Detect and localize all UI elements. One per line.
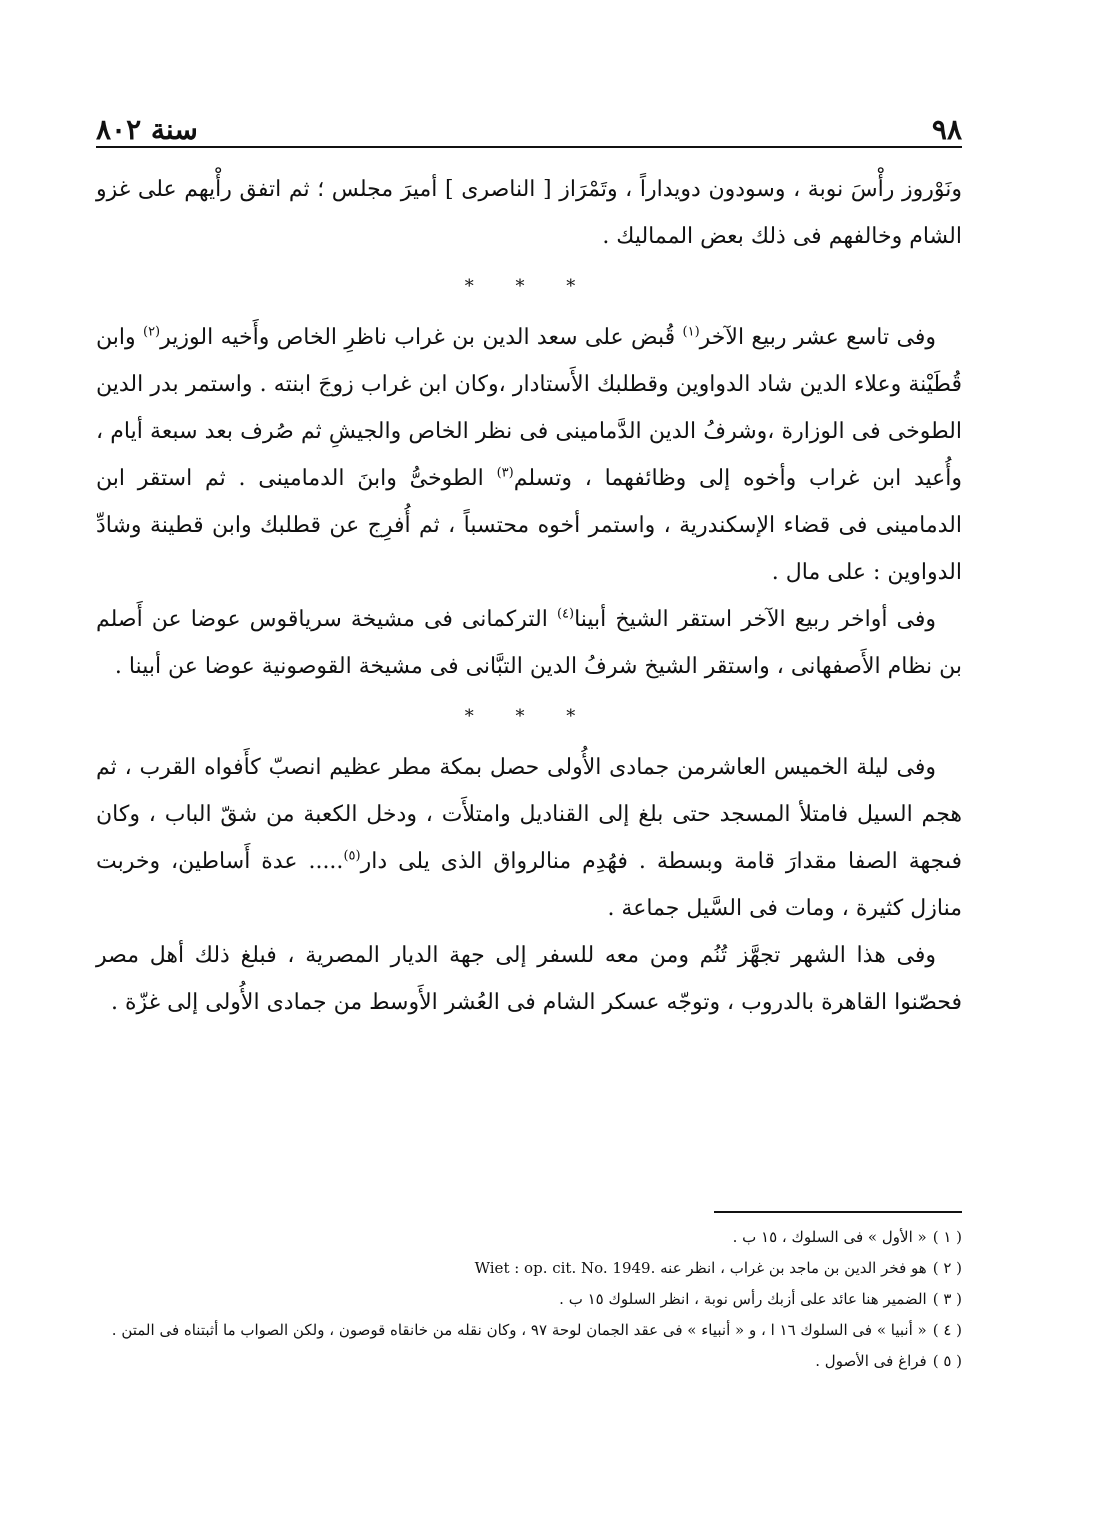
footnote-rule (714, 1211, 962, 1213)
footnote-2 (96, 1253, 962, 1284)
header-rule (96, 146, 962, 148)
footnote-text: فراغ فى الأصول . (815, 1352, 927, 1370)
paragraph-2-part-a: وفى تاسع عشر ربيع الآخر (699, 325, 936, 350)
footnote-text: « الأول » فى السلوك ، ١٥ ب . (732, 1228, 927, 1246)
footnote-latin-reference: Wiet : op. cit. No. 1949. (474, 1259, 656, 1277)
paragraph-3 (96, 596, 962, 690)
footnote-text: الضمير هنا عائد على أزبك رأس نوبة ، انظر السلوك ١٥ ب . (559, 1290, 927, 1308)
footnote-3 (96, 1284, 962, 1315)
footnote-mark: ( ٥ ) (932, 1352, 962, 1370)
footnote-ref-4[interactable]: (٤) (556, 606, 575, 622)
paragraph-4-part-a: وفى ليلة الخميس العاشرمن جمادى الأُولى حصل بمكة مطر عظيم انصبّ كأَفواه القرب ، ثم هجم السيل فامتلأ المسجد حتى بلغ إلى القناديل وامتلأَت ، ودخل الكعبة من شقّ الباب ، وكان فىجهة الصفا مقدارَ قامة وبسطة . فهُدِم منالرواق الذى يلى دار (96, 755, 962, 874)
paragraph-3-part-b: التركمانى فى مشيخة سرياقوس عوضا عن أَصلم بن نظام الأَصفهانى ، واستقر الشيخ شرفُ الدين التبَّانى فى مشيخة القوصونية عوضا عن أبينا . (96, 607, 962, 679)
footnote-text: هو فخر الدين بن ماجد بن غراب ، انظر عنه (660, 1259, 927, 1277)
footnote-mark: ( ١ ) (932, 1228, 962, 1246)
paragraph-2-part-c: وابن قُطَيْنة وعلاء الدين شاد الدواوين وقطلبك الأَستادار ،وكان ابن غراب زوجَ ابنته . واستمر بدر الدين الطوخى فى الوزارة ،وشرفُ الدين الدَّمامينى فى نظر الخاص والجيشِ ثم صُرف بعد سبعة أيام ، وأُعيد ابن غراب وأخوه إلى وظائفهما ، وتسلم (96, 325, 962, 491)
paragraph-4-part-b: ..... عدة أَساطين، وخربت منازل كثيرة ، ومات فى السَّيل جماعة . (96, 849, 962, 921)
paragraph-5: وفى هذا الشهر تجهَّز تُنُم ومن معه للسفر إلى جهة الديار المصرية ، فبلغ ذلك أهل مصر فحصّنوا القاهرة بالدروب ، وتوجّه عسكر الشام فى العُشر الأَوسط من جمادى الأُولى إلى غزّة . (96, 943, 962, 1015)
page-number: ٩٨ (931, 113, 962, 146)
paragraph-3-part-a: وفى أواخر ربيع الآخر استقر الشيخ أبينا (574, 607, 936, 632)
footnote-mark: ( ٢ ) (932, 1259, 962, 1277)
footnote-ref-5[interactable]: (٥) (343, 848, 361, 864)
running-header (96, 96, 962, 146)
footnote-text: « أنبيا » فى السلوك ١٦ ا ، و « أنبياء » فى عقد الجمان لوحة ٩٧ ، وكان نقله من خانقاه قوصون ، ولكن الصواب ما أثبتناه فى المتن . (111, 1321, 927, 1339)
footnote-ref-1[interactable]: (١) (682, 324, 700, 340)
section-separator: * * * (464, 706, 594, 727)
footnotes (96, 1222, 962, 1377)
section-separator: * * * (464, 276, 594, 297)
year-label: سنة ٨٠٢ (96, 113, 198, 146)
footnote-mark: ( ٣ ) (932, 1290, 962, 1308)
footnote-5 (96, 1346, 962, 1377)
main-text (96, 166, 962, 1026)
paragraph-1: ونَوْروز رأْسَ نوبة ، وسودون دويداراً ، وتَمْرَاز [ الناصرى ] أميرَ مجلس ؛ ثم اتفق رأْيهم على غزو الشام وخالفهم فى ذلك بعض المماليك . (96, 177, 962, 249)
paragraph-4 (96, 744, 962, 932)
paragraph-2-part-b: قُبض على سعد الدين بن غراب ناظرِ الخاص وأَخيه الوزير (160, 325, 683, 350)
paragraph-2 (96, 314, 962, 596)
paragraph-2-part-d: الطوخىُّ وابنَ الدمامينى . ثم استقر ابن الدمامينى فى قضاء الإسكندرية ، واستمر أخوه محتسباً ، ثم أُفرِج عن قطلبك وابن قطينة وشادِّ الدواوين : على مال . (96, 466, 962, 585)
footnote-4 (96, 1315, 962, 1346)
footnote-1 (96, 1222, 962, 1253)
footnote-mark: ( ٤ ) (932, 1321, 962, 1339)
footnote-ref-3[interactable]: (٣) (496, 465, 514, 481)
footnote-ref-2[interactable]: (٢) (142, 324, 161, 340)
